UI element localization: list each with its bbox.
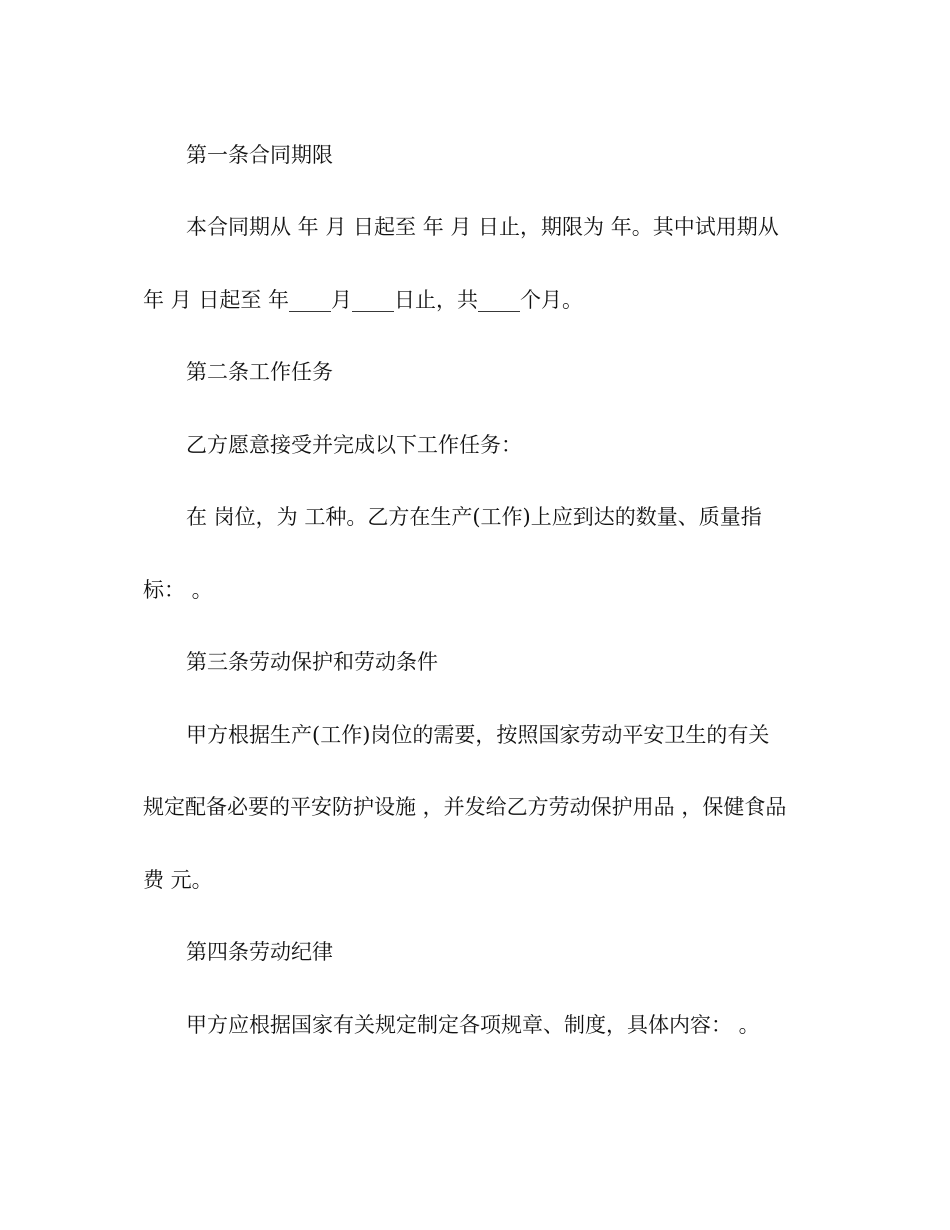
paragraph-line: 年 月 日起至 年____月____日止，共____个月。 [143, 288, 584, 312]
section-heading-1: 第一条合同期限 [186, 143, 333, 167]
section-heading-3: 第三条劳动保护和劳动条件 [186, 650, 438, 674]
paragraph-line: 乙方愿意接受并完成以下工作任务： [186, 433, 522, 457]
paragraph-line: 甲方应根据国家有关规定制定各项规章、制度，具体内容： 。 [186, 1013, 760, 1037]
paragraph-line: 标： 。 [143, 578, 213, 602]
paragraph-line: 甲方根据生产(工作)岗位的需要，按照国家劳动平安卫生的有关 [186, 723, 770, 747]
paragraph-line: 在 岗位，为 工种。乙方在生产(工作)上应到达的数量、质量指 [186, 505, 762, 529]
paragraph-line: 规定配备必要的平安防护设施 ，并发给乙方劳动保护用品 ，保健食品 [143, 795, 787, 819]
section-heading-2: 第二条工作任务 [186, 360, 333, 384]
paragraph-line: 本合同期从 年 月 日起至 年 月 日止，期限为 年。其中试用期从 [186, 215, 779, 239]
paragraph-line: 费 元。 [143, 868, 213, 892]
section-heading-4: 第四条劳动纪律 [186, 940, 333, 964]
